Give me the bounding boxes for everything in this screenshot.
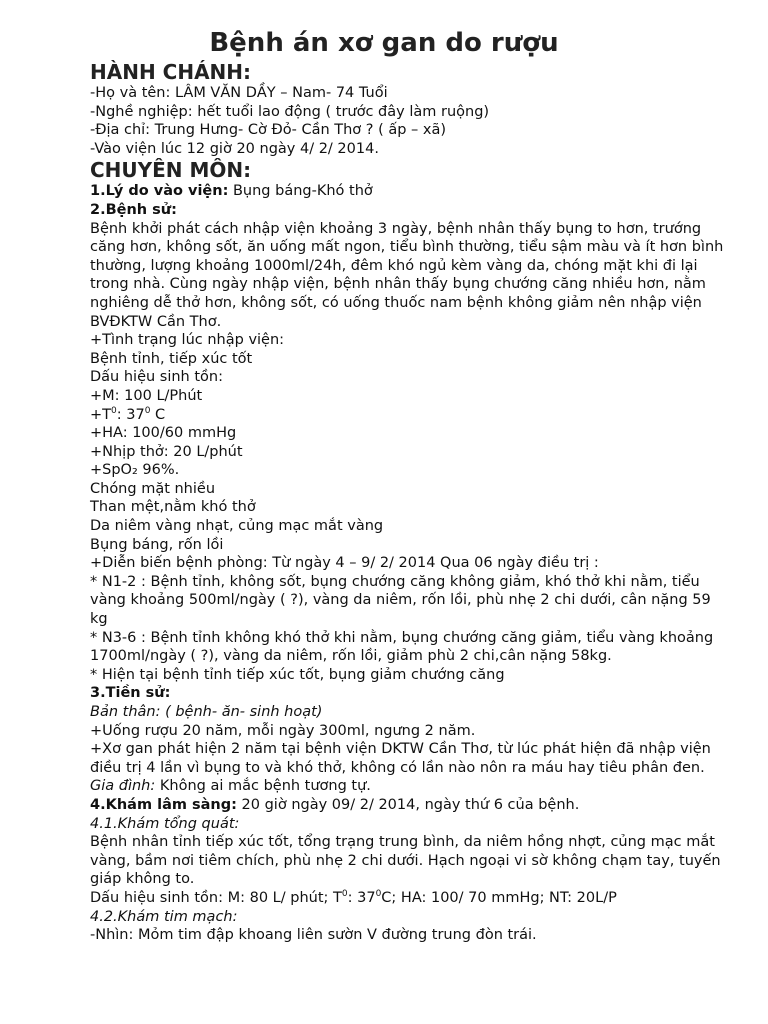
exam-vitals-c: C; HA: 100/ 70 mmHg; NT: 20L/P: [381, 889, 617, 906]
document-title: Bệnh án xơ gan do rượu: [209, 28, 559, 58]
exam-vitals-b: : 37: [347, 889, 376, 906]
alcohol-history: +Uống rượu 20 năm, mỗi ngày 300ml, ngưng 2 năm.: [90, 722, 476, 739]
symptom-dizziness: Chóng mặt nhiều: [90, 480, 216, 497]
exam-vital-signs: [90, 889, 728, 908]
vital-resp: +Nhịp thở: 20 L/phút: [90, 443, 243, 460]
family-history: [90, 777, 728, 796]
vital-temperature: [90, 406, 728, 425]
vital-spo2: +SpO₂ 96%.: [90, 462, 180, 479]
temp-prefix: +T: [90, 406, 112, 423]
exam-text: 20 giờ ngày 09/ 2/ 2014, ngày thứ 6 của bệnh.: [236, 796, 580, 813]
symptom-ascites: Bụng báng, rốn lồi: [90, 536, 224, 553]
exam-vitals-sup2: 0: [375, 889, 382, 900]
temp-unit: C: [150, 406, 166, 423]
cardio-inspection: -Nhìn: Mỏm tim đập khoang liên sườn V đường trung đòn trái.: [90, 927, 537, 944]
admission-status-line: Bệnh tỉnh, tiếp xúc tốt: [90, 350, 253, 367]
admission-line: -Vào viện lúc 12 giờ 20 ngày 4/ 2/ 2014.: [90, 140, 379, 157]
patient-name-line: -Họ và tên: LÂM VĂN DẦY – Nam- 74 Tuổi: [90, 85, 388, 101]
symptom-fatigue: Than mệt,nằm khó thở: [90, 499, 256, 516]
exam-vitals-a: Dấu hiệu sinh tồn: M: 80 L/ phút; T: [90, 889, 342, 906]
exam-vitals-sup: 0: [341, 889, 348, 900]
reason-label: 1.Lý do vào viện:: [90, 183, 229, 200]
admission-status-title: +Tình trạng lúc nhập viện:: [90, 332, 285, 349]
family-history-text: Không ai mắc bệnh tương tự.: [155, 778, 371, 795]
reason-line: [90, 182, 728, 201]
vital-pulse: +M: 100 L/Phút: [90, 387, 203, 404]
temp-sup: 0: [111, 405, 117, 416]
reason-text: Bụng báng-Khó thở: [228, 183, 373, 200]
exam-label: 4.Khám lâm sàng:: [90, 796, 237, 813]
ward-course-n1: * N1-2 : Bệnh tỉnh, không sốt, bụng chướng căng không giảm, khó thở khi nằm, tiểu vàng khoảng 500ml/ngày ( ?), vàng da niêm, rốn lồi, phù nhẹ 2 chi dưới, cân nặng 59 kg: [90, 573, 711, 628]
occupation-line: -Nghề nghiệp: hết tuổi lao động ( trước đây làm ruộng): [90, 103, 490, 120]
cardio-exam-label: 4.2.Khám tim mạch:: [90, 908, 238, 925]
history-paragraph: Bệnh khởi phát cách nhập viện khoảng 3 ngày, bệnh nhân thấy bụng to hơn, trướng căng hơn, không sốt, ăn uống mất ngon, tiểu bình thường, tiểu sậm màu và ít hơn bình thường, lượng khoảng 1000ml/24h, đêm khó ngủ kèm vàng da, chóng mặt khi đi lại trong nhà. Cùng ngày nhập viện, bệnh nhân thấy bụng chướng căng nhiều hơn, nằm nghiêng dễ thở hơn, không sốt, có uống thuốc nam bệnh không giảm nên nhập viện BVĐKTW Cần Thơ.: [90, 220, 724, 330]
ward-course-title: +Diễn biến bệnh phòng: Từ ngày 4 – 9/ 2/ 2014 Qua 06 ngày điều trị :: [90, 555, 599, 572]
personal-history-label: Bản thân: ( bệnh- ăn- sinh hoạt): [90, 704, 323, 720]
vital-signs-title: Dấu hiệu sinh tồn:: [90, 369, 223, 386]
family-history-label: Gia đình:: [90, 778, 156, 795]
heading-chuyen-mon: CHUYÊN MÔN:: [90, 158, 252, 183]
past-history-label: 3.Tiền sử:: [90, 685, 171, 702]
temp-value: : 37: [116, 406, 145, 423]
vital-bp: +HA: 100/60 mmHg: [90, 425, 237, 442]
ward-course-n3: * N3-6 : Bệnh tỉnh không khó thở khi nằm, bụng chướng căng giảm, tiểu vàng khoảng 1700ml/ngày ( ?), vàng da niêm, rốn lồi, giảm phù 2 chi,cân nặng 58kg.: [90, 629, 714, 665]
temp-sup2: 0: [144, 405, 151, 416]
address-line: -Địa chỉ: Trung Hưng- Cờ Đỏ- Cần Thơ ? ( ấp – xã): [90, 122, 447, 139]
history-label: 2.Bệnh sử:: [90, 201, 177, 218]
symptom-jaundice: Da niêm vàng nhạt, củng mạc mắt vàng: [90, 518, 384, 535]
general-exam-text: Bệnh nhân tỉnh tiếp xúc tốt, tổng trạng trung bình, da niêm hồng nhợt, củng mạc mắt vàng, bầm nơi tiêm chích, phù nhẹ 2 chi dưới. Hạch ngoại vi sờ không chạm tay, tuyến giáp không to.: [90, 834, 721, 888]
cirrhosis-history: +Xơ gan phát hiện 2 năm tại bệnh viện DKTW Cần Thơ, từ lúc phát hiện đã nhập viện điều trị 4 lần vì bụng to và khó thở, không có lần nào nôn ra máu hay tiêu phân đen.: [90, 741, 711, 776]
general-exam-label: 4.1.Khám tổng quát:: [90, 815, 240, 832]
heading-hanh-chanh: HÀNH CHÁNH:: [90, 60, 252, 84]
current-status: * Hiện tại bệnh tỉnh tiếp xúc tốt, bụng giảm chướng căng: [90, 666, 505, 683]
exam-line: [90, 796, 728, 815]
